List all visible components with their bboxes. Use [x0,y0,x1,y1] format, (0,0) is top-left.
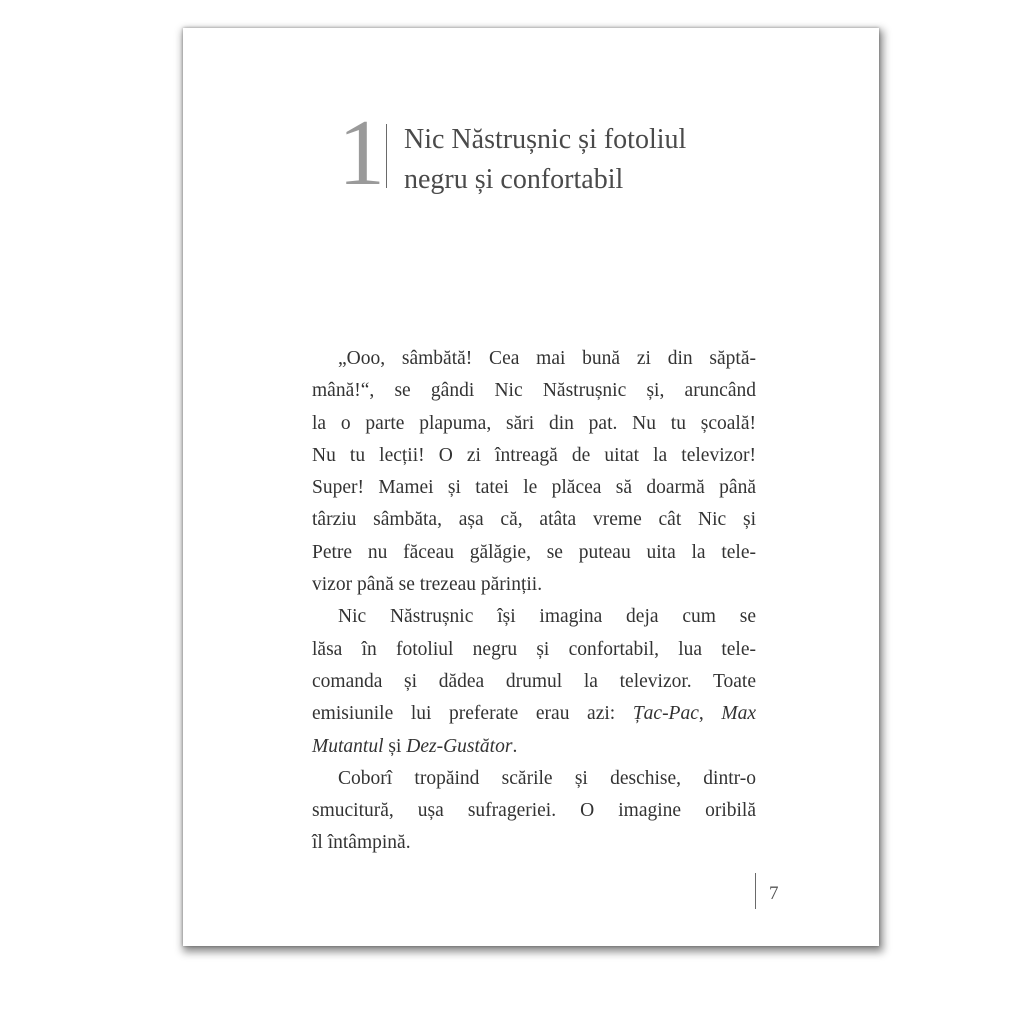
book-page [183,28,879,946]
paragraph [312,763,756,860]
text-line: „Ooo, sâmbătă! Cea mai bună zi din săptă- [338,348,756,369]
show-title: Mutantul [312,735,384,757]
page-number: 7 [769,883,779,904]
text-fragment: , [698,703,722,725]
text-line: târziu sâmbăta, așa că, atâta vreme cât Nic și [312,509,756,531]
body-text [312,343,756,860]
chapter-title [404,120,764,200]
text-line [312,698,756,730]
paragraph [312,343,756,601]
chapter-title-line: negru și confortabil [404,164,624,195]
page-number-divider [755,873,756,909]
chapter-divider [386,124,387,188]
text-line: îl întâmpină. [312,832,411,854]
text-line: vizor până se trezeau părinții. [312,574,543,596]
chapter-number: 1 [338,101,385,205]
text-line: Nic Năstrușnic își imagina deja cum se [338,606,756,628]
text-fragment: . [512,735,518,757]
show-title: Țac-Pac [632,703,699,725]
paragraph [312,601,756,762]
text-fragment: și [383,735,407,757]
text-line: Coborî tropăind scările și deschise, dintr-o [338,767,756,789]
text-line: lăsa în fotoliul negru și confortabil, lua tele- [312,638,756,660]
text-line: mână!“, se gândi Nic Năstrușnic și, aruncând [312,380,756,402]
show-title: Dez-Gustător [406,735,513,757]
text-line: comanda și dădea drumul la televizor. Toate [312,670,756,692]
text-line [312,731,756,763]
show-title: Max [721,703,757,725]
text-line: la o parte plapuma, sări din pat. Nu tu școală! [312,412,756,434]
text-line: Petre nu făceau gălăgie, se puteau uita la tele- [312,541,756,563]
text-line: Nu tu lecții! O zi întreagă de uitat la televizor! [312,444,756,466]
text-line: smucitură, ușa sufrageriei. O imagine oribilă [312,800,756,822]
text-line: Super! Mamei și tatei le plăcea să doarmă până [312,477,756,499]
text-fragment: emisiunile lui preferate erau azi: [312,703,633,725]
chapter-title-line: Nic Năstrușnic și fotoliul [404,124,687,155]
